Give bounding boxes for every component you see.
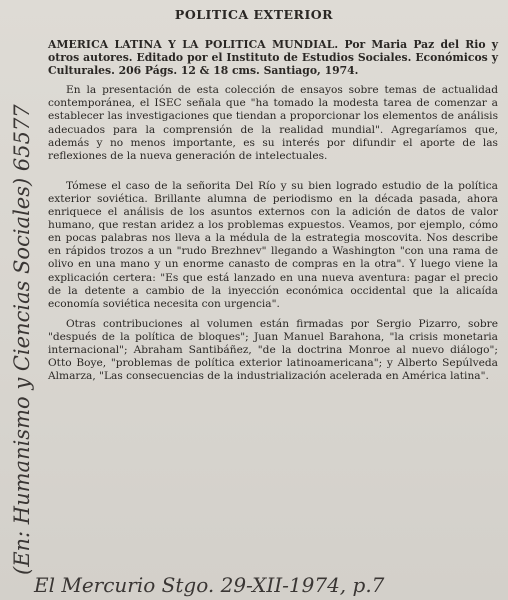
book-details: Por Maria Paz del Rio y otros autores. Editado por el Instituto de Estudios Sociales. Económicos y Culturales. 206 Págs. 12 & 18 cms. Santiago, 1974. (48, 38, 499, 78)
paragraph-1: En la presentación de esta colección de ensayos sobre temas de actualidad contemporánea, el ISEC señala que "ha tomado la modesta tarea de comenzar a establecer las investigaciones que tiendan a proporcionar los elementos de análisis adecuados para la comprensión de la realidad mundial". Agregaríamos que, además y no menos importante, es su interés por difundir el aporte de las reflexiones de la nueva generación de intelectuales. (48, 84, 498, 162)
footer-handwriting (32, 570, 502, 598)
margin-handwriting-text: (En: Humanismo y Ciencias Sociales) 65577 (10, 104, 34, 575)
book-headline (48, 38, 498, 77)
section-header: POLITICA EXTERIOR (174, 7, 334, 22)
book-title: AMERICA LATINA Y LA POLITICA MUNDIAL. (48, 38, 339, 51)
paragraph-2: Tómese el caso de la señorita Del Río y su bien logrado estudio de la política exterior soviética. Brillante alumna de periodismo en la década pasada, ahora enriquece el análisis de los asuntos externos con la adición de datos de valor humano, que restan aridez a los problemas expuestos. Veamos, por ejemplo, cómo en pocas palabras nos lleva a la médula de la estrategia moscovita. Nos describe en rápidos trozos a un "rudo Brezhnev" llegando a Washington "con una rama de olivo en una mano y un enorme canasto de compras en la otra". Y luego viene la explicación certera: "Es que está lanzado en una nueva aventura: pagar el precio de la detente a cambio de la inyección económica occidental que la alicaída economía soviética necesita con urgencia". (48, 179, 498, 310)
margin-handwriting (2, 40, 42, 580)
footer-handwriting-svg (32, 570, 502, 598)
footer-handwriting-text: El Mercurio Stgo. 29-XII-1974, p.7 (34, 573, 385, 597)
margin-handwriting-svg (2, 40, 42, 580)
article-body (48, 38, 498, 383)
paragraph-3: Otras contribuciones al volumen están firmadas por Sergio Pizarro, sobre "después de la política de bloques"; Juan Manuel Barahona, "la crisis monetaria internacional"; Abraham Santibáñez, "de la doctrina Monroe al nuevo diálogo"; Otto Boye, "problemas de política exterior latinoamericana"; y Alberto Sepúlveda Almarza, "Las consecuencias de la industrialización acelerada en América latina". (48, 317, 498, 383)
